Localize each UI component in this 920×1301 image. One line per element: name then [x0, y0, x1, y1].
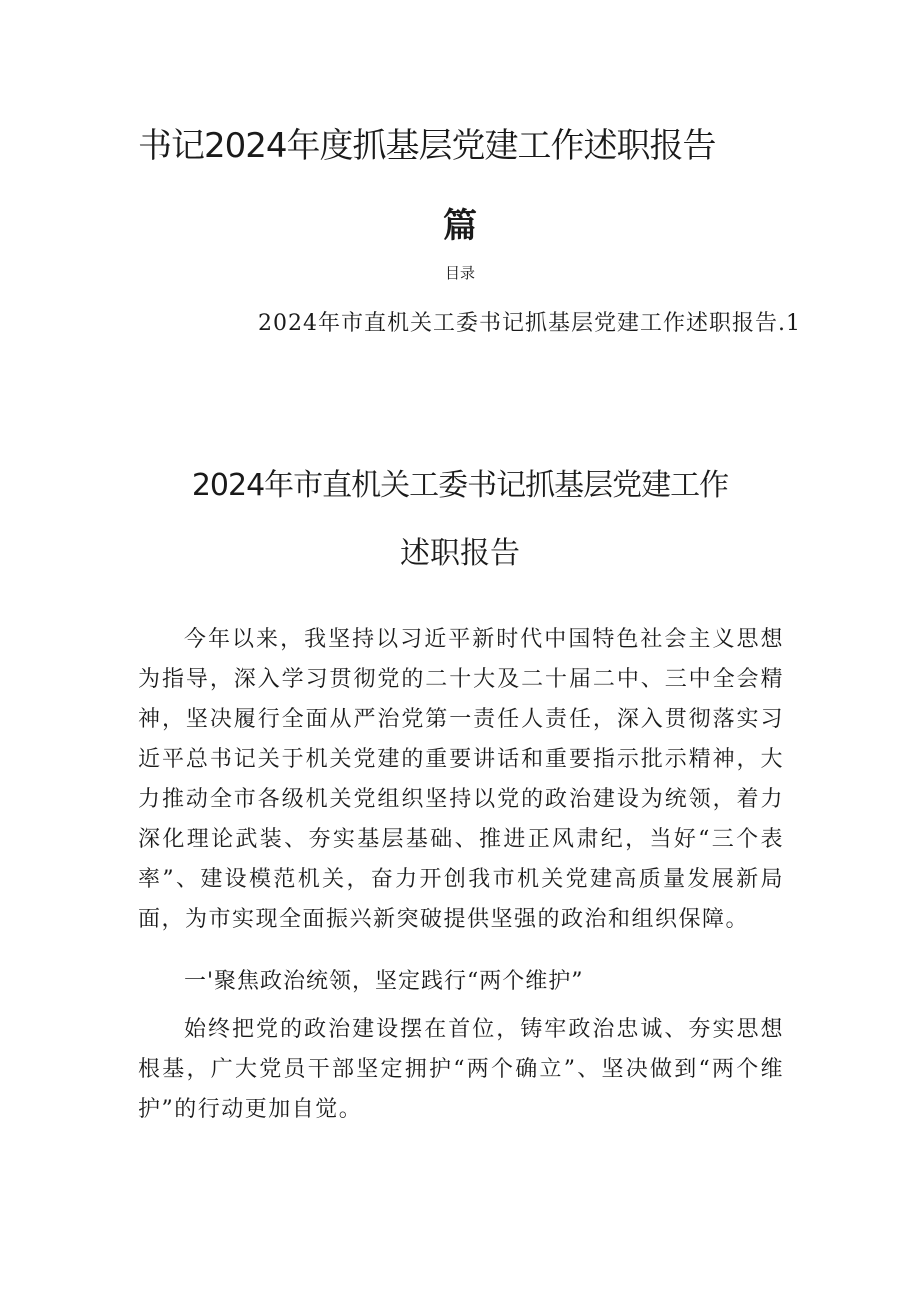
toc-entry[interactable]: 2024年市直机关工委书记抓基层党建工作述职报告.1	[258, 311, 801, 336]
document-title-continuation: 篇	[443, 206, 477, 246]
section-title: 2024年市直机关工委书记抓基层党建工作	[191, 468, 729, 503]
body-paragraph: 今年以来，我坚持以习近平新时代中国特色社会主义思想为指导，深入学习贯彻党的二十大及二十届二中、三中全会精神，坚决履行全面从严治党第一责任人责任，深入贯彻落实习近平总书记关于机关党建的重要讲话和重要指示批示精神，大力推动全市各级机关党组织坚持以党的政治建设为统领，着力深化理论武装、夯实基层基础、推进正风肃纪，当好“三个表率”、建设模范机关，奋力开创我市机关党建高质量发展新局面，为市实现全面振兴新突破提供坚强的政治和组织保障。	[138, 627, 784, 932]
subsection-heading: 一'聚焦政治统领，坚定践行“两个维护”	[184, 969, 584, 994]
table-of-contents-heading: 目录	[444, 264, 475, 282]
document-title: 书记2024年度抓基层党建工作述职报告	[138, 126, 716, 166]
body-paragraph: 始终把党的政治建设摆在首位，铸牢政治忠诚、夯实思想根基，广大党员干部坚定拥护“两个确立”、坚决做到“两个维护”的行动更加自觉。	[138, 1017, 784, 1122]
section-title-continuation: 述职报告	[400, 536, 520, 571]
